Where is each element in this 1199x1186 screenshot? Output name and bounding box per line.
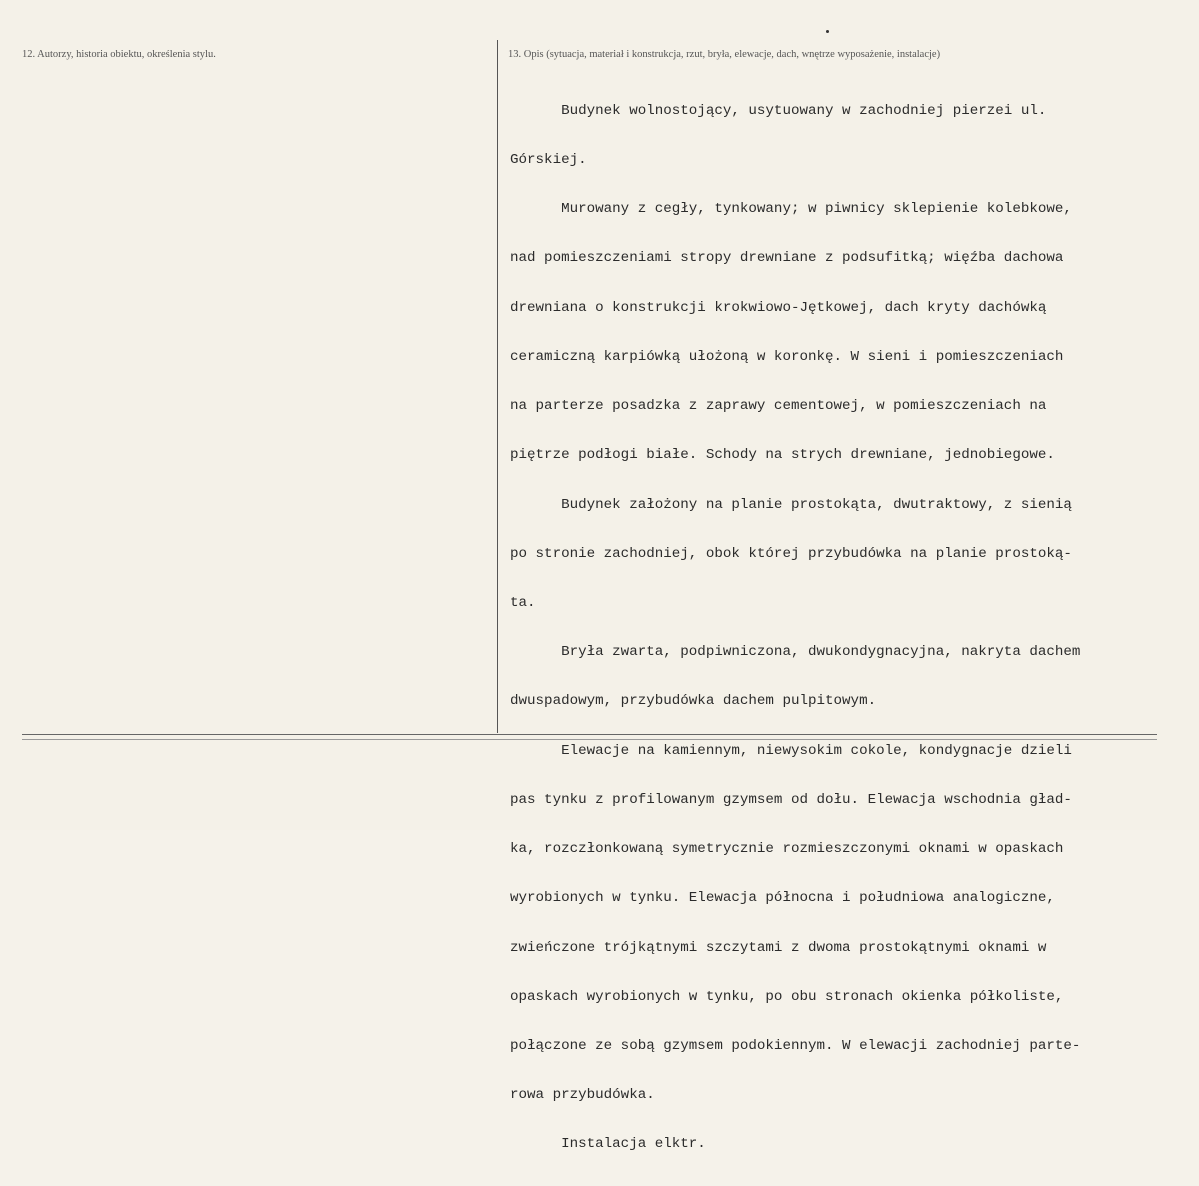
bottom-rule-secondary bbox=[22, 739, 1157, 740]
text-line: pas tynku z profilowanym gzymsem od dołu. Elewacja wschodnia gład- bbox=[510, 791, 1072, 808]
text-line: zwieńczone trójkątnymi szczytami z dwoma prostokątnymi oknami w bbox=[510, 939, 1047, 956]
text-line: Budynek wolnostojący, usytuowany w zachodniej pierzei ul. bbox=[510, 102, 1047, 119]
section-12-header: 12. Autorzy, historia obiektu, określenia stylu. bbox=[22, 49, 216, 60]
text-line: opaskach wyrobionych w tynku, po obu stronach okienka półkoliste, bbox=[510, 988, 1064, 1005]
typed-description bbox=[510, 70, 1185, 1186]
ink-dot bbox=[826, 30, 829, 33]
column-divider bbox=[497, 40, 498, 733]
text-line: rowa przybudówka. bbox=[510, 1087, 655, 1104]
text-line: Elewacje na kamiennym, niewysokim cokole, kondygnacje dzieli bbox=[510, 742, 1072, 759]
text-line: Budynek założony na planie prostokąta, dwutraktowy, z sienią bbox=[510, 496, 1072, 513]
text-line: ta. bbox=[510, 595, 536, 611]
text-line: na parterze posadzka z zaprawy cementowej, w pomieszczeniach na bbox=[510, 398, 1047, 415]
bottom-rule bbox=[22, 734, 1157, 735]
text-line: nad pomieszczeniami stropy drewniane z podsufitką; więźba dachowa bbox=[510, 250, 1064, 267]
text-line: wyrobionych w tynku. Elewacja północna i południowa analogiczne, bbox=[510, 890, 1055, 907]
text-line: dwuspadowym, przybudówka dachem pulpitowym. bbox=[510, 693, 877, 710]
text-line: Instalacja elktr. bbox=[510, 1136, 706, 1153]
text-line: po stronie zachodniej, obok której przybudówka na planie prostoką- bbox=[510, 545, 1072, 562]
text-line: ka, rozczłonkowaną symetrycznie rozmieszczonymi oknami w opaskach bbox=[510, 841, 1064, 858]
text-line: piętrze podłogi białe. Schody na strych drewniane, jednobiegowe. bbox=[510, 447, 1055, 464]
text-line: drewniana o konstrukcji krokwiowo-Jętkowej, dach kryty dachówką bbox=[510, 299, 1047, 316]
text-line: ceramiczną karpiówką ułożoną w koronkę. W sieni i pomieszczeniach bbox=[510, 348, 1064, 365]
text-line: połączone ze sobą gzymsem podokiennym. W elewacji zachodniej parte- bbox=[510, 1037, 1081, 1054]
text-line: Murowany z cegły, tynkowany; w piwnicy sklepienie kolebkowe, bbox=[510, 201, 1072, 218]
text-line: Górskiej. bbox=[510, 152, 587, 169]
text-line: Bryła zwarta, podpiwniczona, dwukondygnacyjna, nakryta dachem bbox=[510, 644, 1081, 661]
section-13-header: 13. Opis (sytuacja, materiał i konstrukcja, rzut, bryła, elewacje, dach, wnętrze wyposażenie, instalacje) bbox=[508, 49, 941, 60]
